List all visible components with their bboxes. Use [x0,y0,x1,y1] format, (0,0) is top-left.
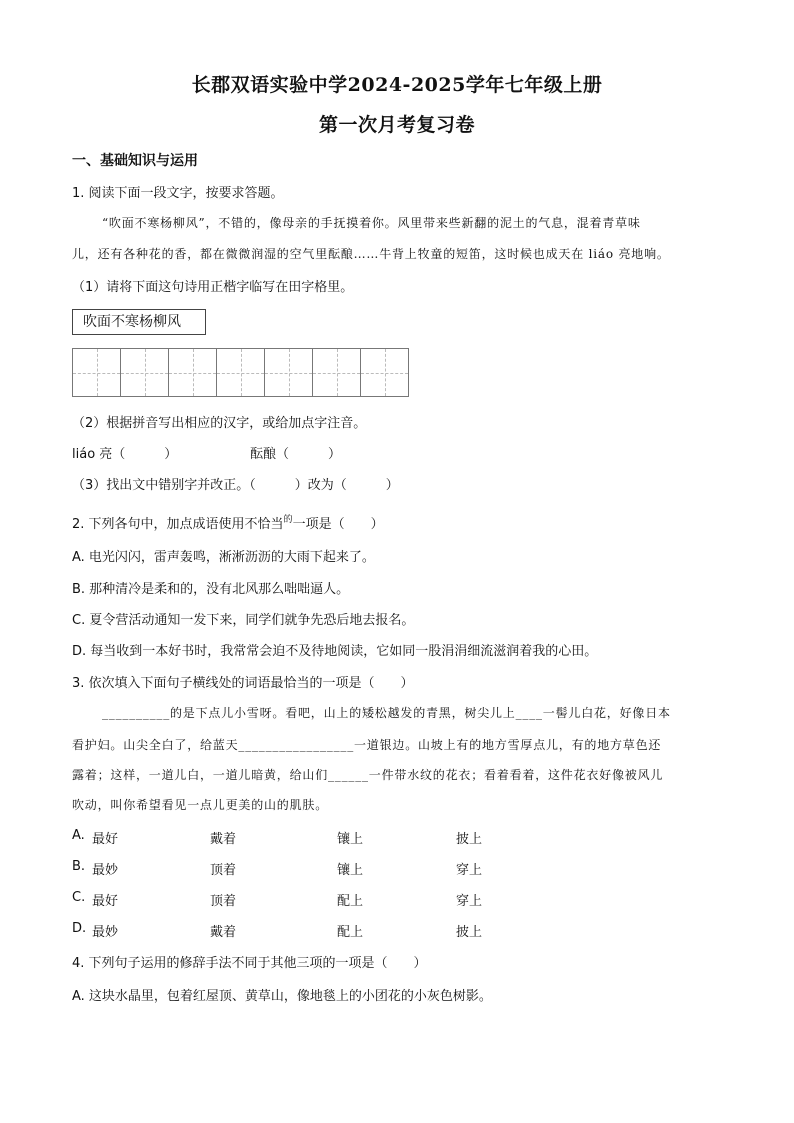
option-word-2: 顶着 [210,894,237,909]
option-word-1: 最妙 [92,925,119,940]
option-word-3: 镶上 [337,832,364,847]
option-letter: A. [72,828,85,843]
q2-stem-before: 2. 下列各句中，加点成语使用不恰当 [72,517,284,532]
q1-sub1: （1）请将下面这句诗用正楷字临写在田字格里。 [72,280,354,295]
copy-text-box: 吹面不寒杨柳风 [72,309,206,335]
q3-stem: 3. 依次填入下面句子横线处的词语最恰当的一项是（ ） [72,676,414,691]
option-word-3: 镶上 [337,863,364,878]
q1-sub3: （3）找出文中错别字并改正。（ ）改为（ ） [72,478,399,493]
option-word-4: 披上 [456,832,483,847]
tianzige-cell[interactable] [264,348,313,397]
option-word-2: 戴着 [210,925,237,940]
option-word-2: 戴着 [210,832,237,847]
q1-sub2-item2: 酝酿（ ） [250,447,342,462]
option-word-4: 穿上 [456,863,483,878]
q1-passage-line2: 儿，还有各种花的香，都在微微润湿的空气里酝酿……牛背上牧童的短笛，这时候也成天在 liáo 亮地响。 [72,247,670,261]
option-word-3: 配上 [337,925,364,940]
option-letter: C. [72,890,86,905]
tianzige-cell[interactable] [360,348,409,397]
exam-title-line2: 第一次月考复习卷 [318,114,475,136]
tianzige-cell[interactable] [120,348,169,397]
tianzige-cell[interactable] [72,348,121,397]
option-word-4: 穿上 [456,894,483,909]
q3-passage-line3: 露着；这样，一道儿白，一道儿暗黄，给山们______一件带水纹的花衣；看着看着，这件花衣好像被风儿 [72,768,664,782]
option-word-3: 配上 [337,894,364,909]
option-word-1: 最好 [92,894,119,909]
q1-sub2-item1: liáo 亮（ ） [72,447,178,462]
q2-option-a: A. 电光闪闪，雷声轰鸣，淅淅沥沥的大雨下起来了。 [72,550,375,565]
q2-stem-after: 一项是（ ） [292,517,384,532]
section-heading-basic: 一、基础知识与运用 [72,153,198,169]
option-word-1: 最妙 [92,863,119,878]
option-word-2: 顶着 [210,863,237,878]
q2-option-b: B. 那种清冷是柔和的，没有北风那么咄咄逼人。 [72,582,350,597]
option-letter: B. [72,859,86,874]
q1-sub2: （2）根据拼音写出相应的汉字，或给加点字注音。 [72,416,367,431]
tianzige-cell[interactable] [168,348,217,397]
tianzige-cell[interactable] [216,348,265,397]
q2-option-d: D. 每当收到一本好书时，我常常会迫不及待地阅读，它如同一股涓涓细流滋润着我的心田。 [72,644,598,659]
q4-stem: 4. 下列句子运用的修辞手法不同于其他三项的一项是（ ） [72,956,427,971]
option-word-1: 最好 [92,832,119,847]
exam-title-line1: 长郡双语实验中学2024-2025学年七年级上册 [191,74,603,96]
tianzige-cell[interactable] [312,348,361,397]
q2-option-c: C. 夏令营活动通知一发下来，同学们就争先恐后地去报名。 [72,613,415,628]
tianzige-grid[interactable] [72,348,409,397]
option-letter: D. [72,921,87,936]
q4-option-a: A. 这块水晶里，包着红屋顶、黄草山，像地毯上的小团花的小灰色树影。 [72,989,492,1004]
q3-passage-line2: 看护妇。山尖全白了，给蓝天_________________一道银边。山坡上有的地方雪厚点儿，有的地方草色还 [72,738,662,752]
q1-passage-line1: “吹面不寒杨柳风”，不错的，像母亲的手抚摸着你。风里带来些新翻的泥土的气息，混着青草味 [102,216,641,230]
q2-stem-mark: 的 [283,515,293,525]
q3-passage-line4: 吹动，叫你希望看见一点儿更美的山的肌肤。 [72,798,329,812]
option-word-4: 披上 [456,925,483,940]
q2-stem [72,513,384,532]
q1-stem: 1. 阅读下面一段文字，按要求答题。 [72,186,284,201]
q3-passage-line1: __________的是下点儿小雪呀。看吧，山上的矮松越发的青黑，树尖儿上____一髻儿白花，好像日本 [102,706,671,720]
